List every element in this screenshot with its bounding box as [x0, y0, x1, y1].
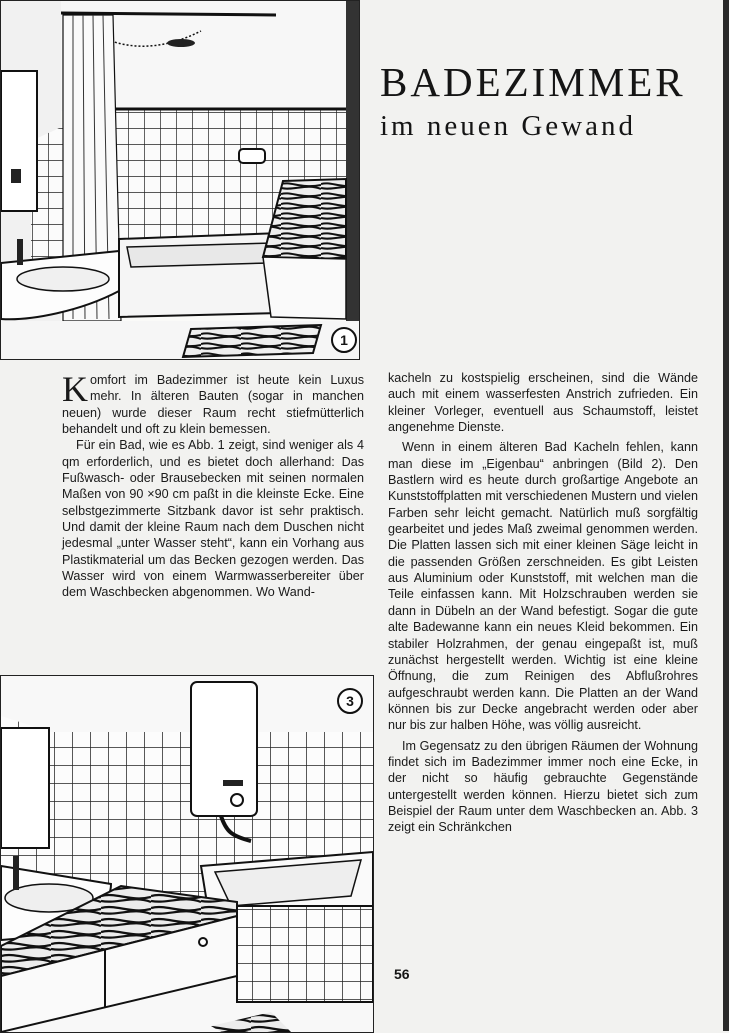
figure-number-3: 3 — [337, 688, 363, 714]
page-edge — [723, 0, 729, 1031]
article-title-block — [380, 58, 700, 143]
article-subtitle: im neuen Gewand — [380, 110, 636, 142]
bathroom-drawing-3 — [1, 676, 373, 1032]
paragraph-3: kacheln zu kostspielig erscheinen, sind die Wände auch mit einem wasserfesten Anstrich zufrieden. Ein kleiner Vorleger, eventuell aus Schaumstoff, leistet angenehme Dienste. — [388, 371, 698, 435]
text-column-left — [62, 369, 364, 601]
bathroom-drawing-1 — [1, 1, 359, 359]
paragraph-intro-text: omfort im Badezimmer ist heute kein Luxus mehr. In älteren Bauten (sogar in manchen neuen) wurde dieser Raum recht stiefmütterlich behandelt und oft zu klein bemessen. — [62, 373, 364, 437]
illustration-bathroom-cabinet — [0, 675, 374, 1033]
article-title: BADEZIMMER — [380, 59, 686, 105]
paragraph-intro — [62, 369, 364, 437]
paragraph-2: Für ein Bad, wie es Abb. 1 zeigt, sind weniger als 4 qm erforderlich, und es bietet doch allerhand: Das Fußwasch- oder Brausebecken mit seinen normalen Maßen von 90 ×90 cm paßt in die kleinste Ecke. Eine selbstgezimmerte Sitzbank davor ist sehr praktisch. Und damit der kleine Raum nach dem Duschen nicht jedesmal „unter Wasser steht“, kann ein Vorhang aus Plastikmaterial um das Becken gezogen werden. Das Wasser wird von einem Warmwasserbereiter über dem Waschbecken abgenommen. Wo Wand- — [62, 438, 364, 600]
figure-number-1: 1 — [331, 327, 357, 353]
text-column-right — [388, 370, 698, 836]
drop-cap: K — [62, 369, 88, 409]
paragraph-5: Im Gegensatz zu den übrigen Räumen der Wohnung findet sich im Badezimmer immer noch eine Ecke, in der nicht so häufig gebrauchte Gegenstände untergestellt werden können. Hierzu bietet sich zum Beispiel der Raum unter dem Waschbecken an. Abb. 3 zeigt ein Schränkchen — [388, 738, 698, 835]
page-number: 56 — [394, 966, 410, 982]
paragraph-4: Wenn in einem älteren Bad Kacheln fehlen, kann man diese im „Eigenbau“ anbringen (Bild 2). Den Bastlern wird es heute durch großartige Angebote an Kunststoffplatten mit verschiedenen Mustern und vielen Farben sehr leicht gemacht. Natürlich muß sorgfältig gearbeitet und jedes Maß zweimal genommen werden. Die Platten lassen sich mit einer kleinen Säge leicht in die passenden Größen zerschneiden. Es gibt Leisten aus Aluminium oder Kunststoff, mit welchen man die Teile einfassen kann. Mit Holzschrauben werden sie dann in Dübeln an der Wand befestigt. Sogar die gute alte Badewanne kann ein neues Kleid bekommen. Ein stabiler Holzrahmen, der genau eingepaßt ist, muß zunächst hergestellt werden. Wichtig ist eine kleine Öffnung, die zum Reinigen des Abflußrohres aufgeschraubt werden kann. Die Platten an der Wand können bis zur Decke angebracht werden oder aber nur bis zur halben Höhe, was völlig ausreicht. — [388, 440, 698, 733]
illustration-bathroom-shower — [0, 0, 360, 360]
